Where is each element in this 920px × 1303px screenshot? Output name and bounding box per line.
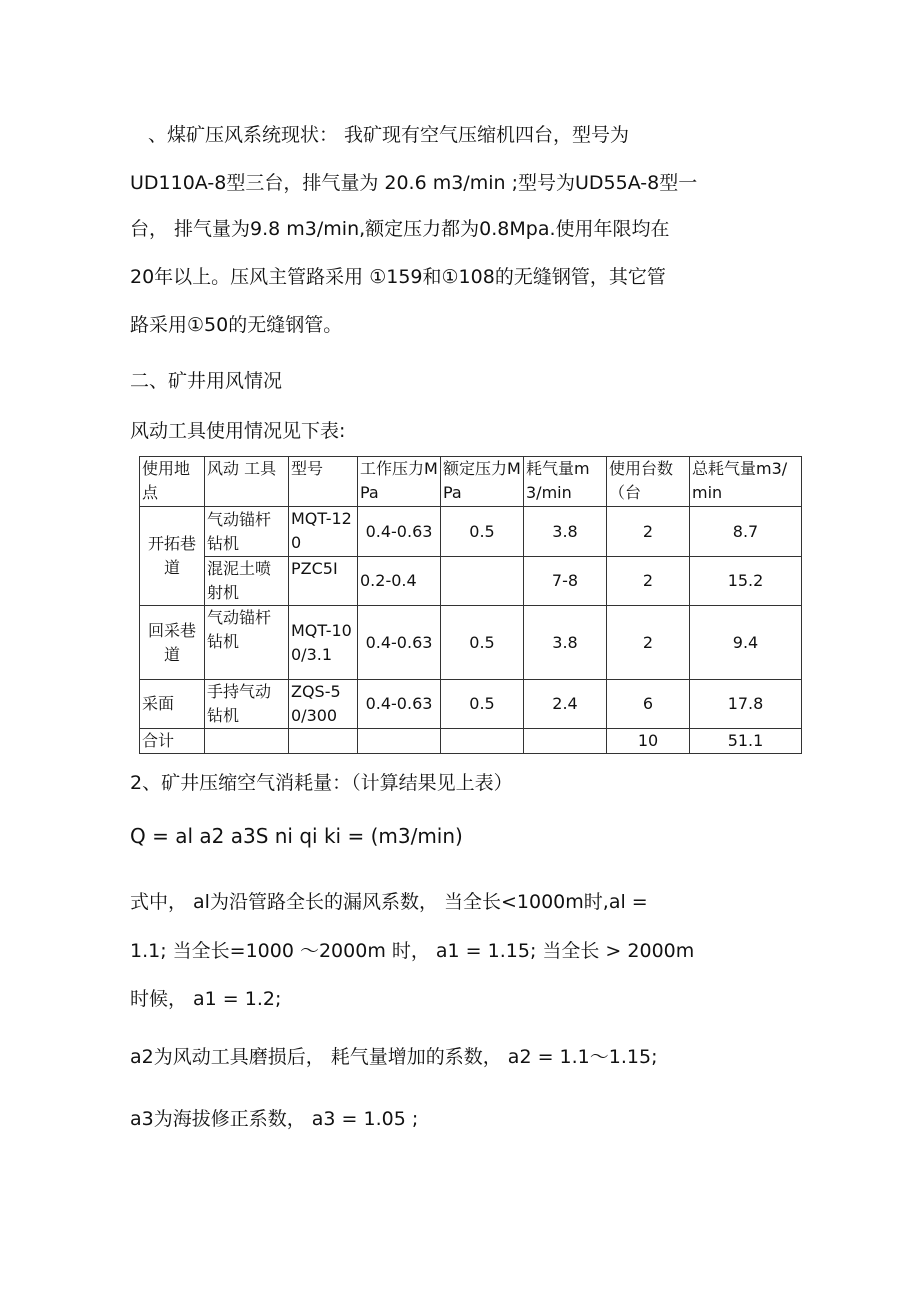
cell-tool: 气动锚杆钻机: [205, 606, 289, 680]
cell-total: 15.2: [690, 557, 802, 606]
cell-tool: 手持气动钻机: [205, 680, 289, 729]
header-count: 使用台数（台: [607, 457, 690, 507]
cell-rated-pressure: 0.5: [441, 680, 524, 729]
cell-count: 2: [607, 507, 690, 557]
cell-location: 开拓巷道: [140, 507, 205, 606]
cell-empty: [289, 729, 358, 754]
header-model: 型号: [289, 457, 358, 507]
cell-work-pressure: 0.4-0.63: [358, 507, 441, 557]
header-tool: 风动 工具: [205, 457, 289, 507]
intro-line-3: 台， 排气量为9.8 m3/min,额定压力都为0.8Mpa.使用年限均在: [130, 218, 670, 240]
intro-line-5: 路采用①50的无缝钢管。: [130, 314, 343, 336]
cell-consumption: 2.4: [524, 680, 607, 729]
header-work-pressure: 工作压力MPa: [358, 457, 441, 507]
cell-total: 8.7: [690, 507, 802, 557]
cell-location: 采面: [140, 680, 205, 729]
cell-consumption: 3.8: [524, 507, 607, 557]
cell-rated-pressure: [441, 557, 524, 606]
cell-empty: [205, 729, 289, 754]
header-total: 总耗气量m3/min: [690, 457, 802, 507]
note-line-5: a3为海拔修正系数， a3 = 1.05 ;: [130, 1108, 419, 1130]
cell-work-pressure: 0.4-0.63: [358, 680, 441, 729]
cell-total-label: 合计: [140, 729, 205, 754]
table-total-row: [140, 729, 802, 754]
table-header-row: [140, 457, 802, 507]
table-row: [140, 606, 802, 680]
formula: Q = al a2 a3S ni qi ki = (m3/min): [130, 824, 463, 848]
header-rated-pressure: 额定压力MPa: [441, 457, 524, 507]
note-line-2: 1.1; 当全长=1000 ～2000m 时， a1 = 1.15; 当全长 > 2000m: [130, 940, 695, 962]
cell-empty: [524, 729, 607, 754]
cell-count: 6: [607, 680, 690, 729]
table-row: [140, 557, 802, 606]
cell-model: ZQS-50/300: [289, 680, 358, 729]
cell-model: MQT-100/3.1: [289, 606, 358, 680]
cell-work-pressure: 0.2-0.4: [358, 557, 441, 606]
table-row: [140, 680, 802, 729]
cell-rated-pressure: 0.5: [441, 507, 524, 557]
cell-location: 回采巷道: [140, 606, 205, 680]
note-line-1: 式中， al为沿管路全长的漏风系数， 当全长<1000m时,al =: [130, 891, 648, 913]
intro-line-4: 20年以上。压风主管路采用 ①159和①108的无缝钢管，其它管: [130, 266, 666, 288]
air-tool-table: [139, 456, 802, 754]
cell-total: 17.8: [690, 680, 802, 729]
section-heading: 二、矿井用风情况: [130, 370, 283, 392]
cell-model: PZC5I: [289, 557, 358, 606]
cell-tool: 混泥土喷射机: [205, 557, 289, 606]
cell-tool: 气动锚杆钻机: [205, 507, 289, 557]
header-consumption: 耗气量m3/min: [524, 457, 607, 507]
cell-count: 2: [607, 557, 690, 606]
note-line-3: 时候， a1 = 1.2;: [130, 988, 282, 1010]
cell-consumption: 3.8: [524, 606, 607, 680]
note-line-4: a2为风动工具磨损后， 耗气量增加的系数， a2 = 1.1～1.15;: [130, 1046, 658, 1068]
cell-count: 2: [607, 606, 690, 680]
table-row: [140, 507, 802, 557]
header-location: 使用地点: [140, 457, 205, 507]
cell-empty: [358, 729, 441, 754]
cell-total-count: 10: [607, 729, 690, 754]
cell-empty: [441, 729, 524, 754]
cell-work-pressure: 0.4-0.63: [358, 606, 441, 680]
intro-line-1: 、煤矿压风系统现状： 我矿现有空气压缩机四台，型号为: [148, 124, 630, 146]
cell-model: MQT-120: [289, 507, 358, 557]
cell-consumption: 7-8: [524, 557, 607, 606]
intro-line-2: UD110A-8型三台，排气量为 20.6 m3/min ;型号为UD55A-8型一: [130, 172, 698, 194]
cell-total: 9.4: [690, 606, 802, 680]
calc-heading: 2、矿井压缩空气消耗量：（计算结果见上表）: [130, 772, 513, 794]
cell-rated-pressure: 0.5: [441, 606, 524, 680]
cell-total-sum: 51.1: [690, 729, 802, 754]
table-caption: 风动工具使用情况见下表:: [130, 420, 346, 442]
